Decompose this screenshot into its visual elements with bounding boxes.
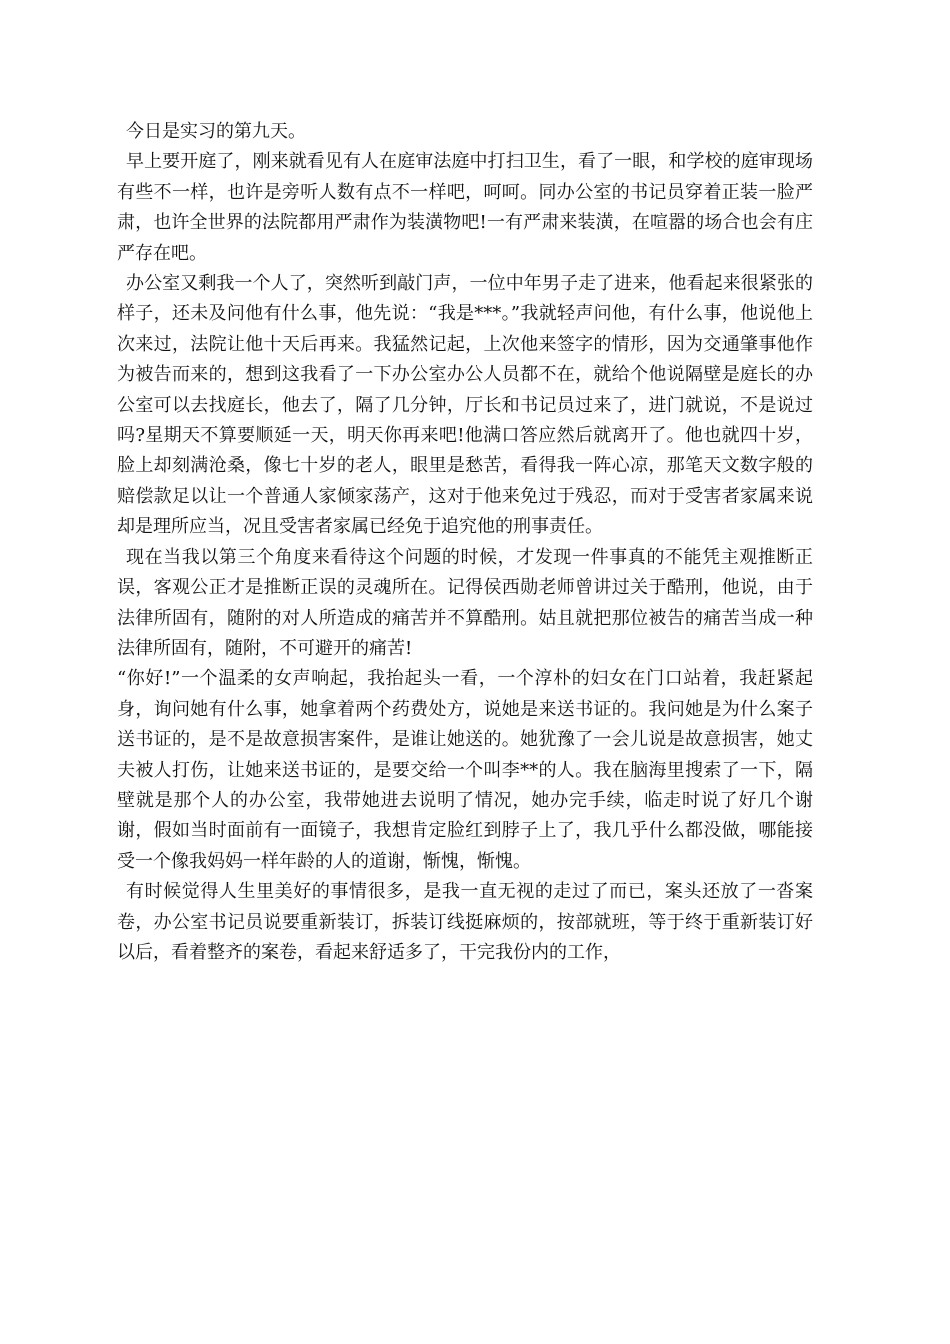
paragraph-6: 有时候觉得人生里美好的事情很多，是我一直无视的走过了而已，案头还放了一沓案卷，办公室书记员说要重新装订，拆装订线挺麻烦的，按部就班，等于终于重新装订好以后，看着整齐的案卷，看起来舒适多了，干完我份内的工作， bbox=[117, 881, 813, 963]
paragraph-4: 现在当我以第三个角度来看待这个问题的时候，才发现一件事真的不能凭主观推断正误，客观公正才是推断正误的灵魂所在。记得侯西勋老师曾讲过关于酷刑，他说，由于法律所固有，随附的对人所造成的痛苦并不算酷刑。姑且就把那位被告的痛苦当成一种法律所固有，随附，不可避开的痛苦! bbox=[117, 546, 813, 659]
paragraph-2: 早上要开庭了，刚来就看见有人在庭审法庭中打扫卫生，看了一眼，和学校的庭审现场有些不一样，也许是旁听人数有点不一样吧，呵呵。同办公室的书记员穿着正装一脸严肃，也许全世界的法院都用严肃作为装潢物吧!一有严肃来装潢，在喧嚣的场合也会有庄严存在吧。 bbox=[117, 151, 813, 264]
paragraph-1: 今日是实习的第九天。 bbox=[126, 121, 306, 142]
document-body bbox=[117, 117, 813, 968]
paragraph-3: 办公室又剩我一个人了，突然听到敲门声，一位中年男子走了进来，他看起来很紧张的样子，还未及问他有什么事，他先说：“我是***。”我就轻声问他，有什么事，他说他上次来过，法院让他十天后再来。我猛然记起，上次他来签字的情形，因为交通肇事他作为被告而来的，想到这我看了一下办公室办公人员都不在，就给个他说隔壁是庭长的办公室可以去找庭长，他去了，隔了几分钟，厅长和书记员过来了，进门就说，不是说过吗?星期天不算要顺延一天，明天你再来吧!他满口答应然后就离开了。他也就四十岁，脸上却刻满沧桑，像七十岁的老人，眼里是愁苦，看得我一阵心凉，那笔天文数字般的赔偿款足以让一个普通人家倾家荡产，这对于他来免过于残忍，而对于受害者家属来说却是理所应当，况且受害者家属已经免于追究他的刑事责任。 bbox=[117, 273, 813, 538]
paragraph-5: “你好!”一个温柔的女声响起，我抬起头一看，一个淳朴的妇女在门口站着，我赶紧起身，询问她有什么事，她拿着两个药费处方，说她是来送书证的。我问她是为什么案子送书证的，是不是故意损害案件，是谁让她送的。她犹豫了一会儿说是故意损害，她丈夫被人打伤，让她来送书证的，是要交给一个叫李**的人。我在脑海里搜索了一下，隔壁就是那个人的办公室，我带她进去说明了情况，她办完手续，临走时说了好几个谢谢，假如当时面前有一面镜子，我想肯定脸红到脖子上了，我几乎什么都没做，哪能接受一个像我妈妈一样年龄的人的道谢，惭愧，惭愧。 bbox=[117, 668, 813, 872]
